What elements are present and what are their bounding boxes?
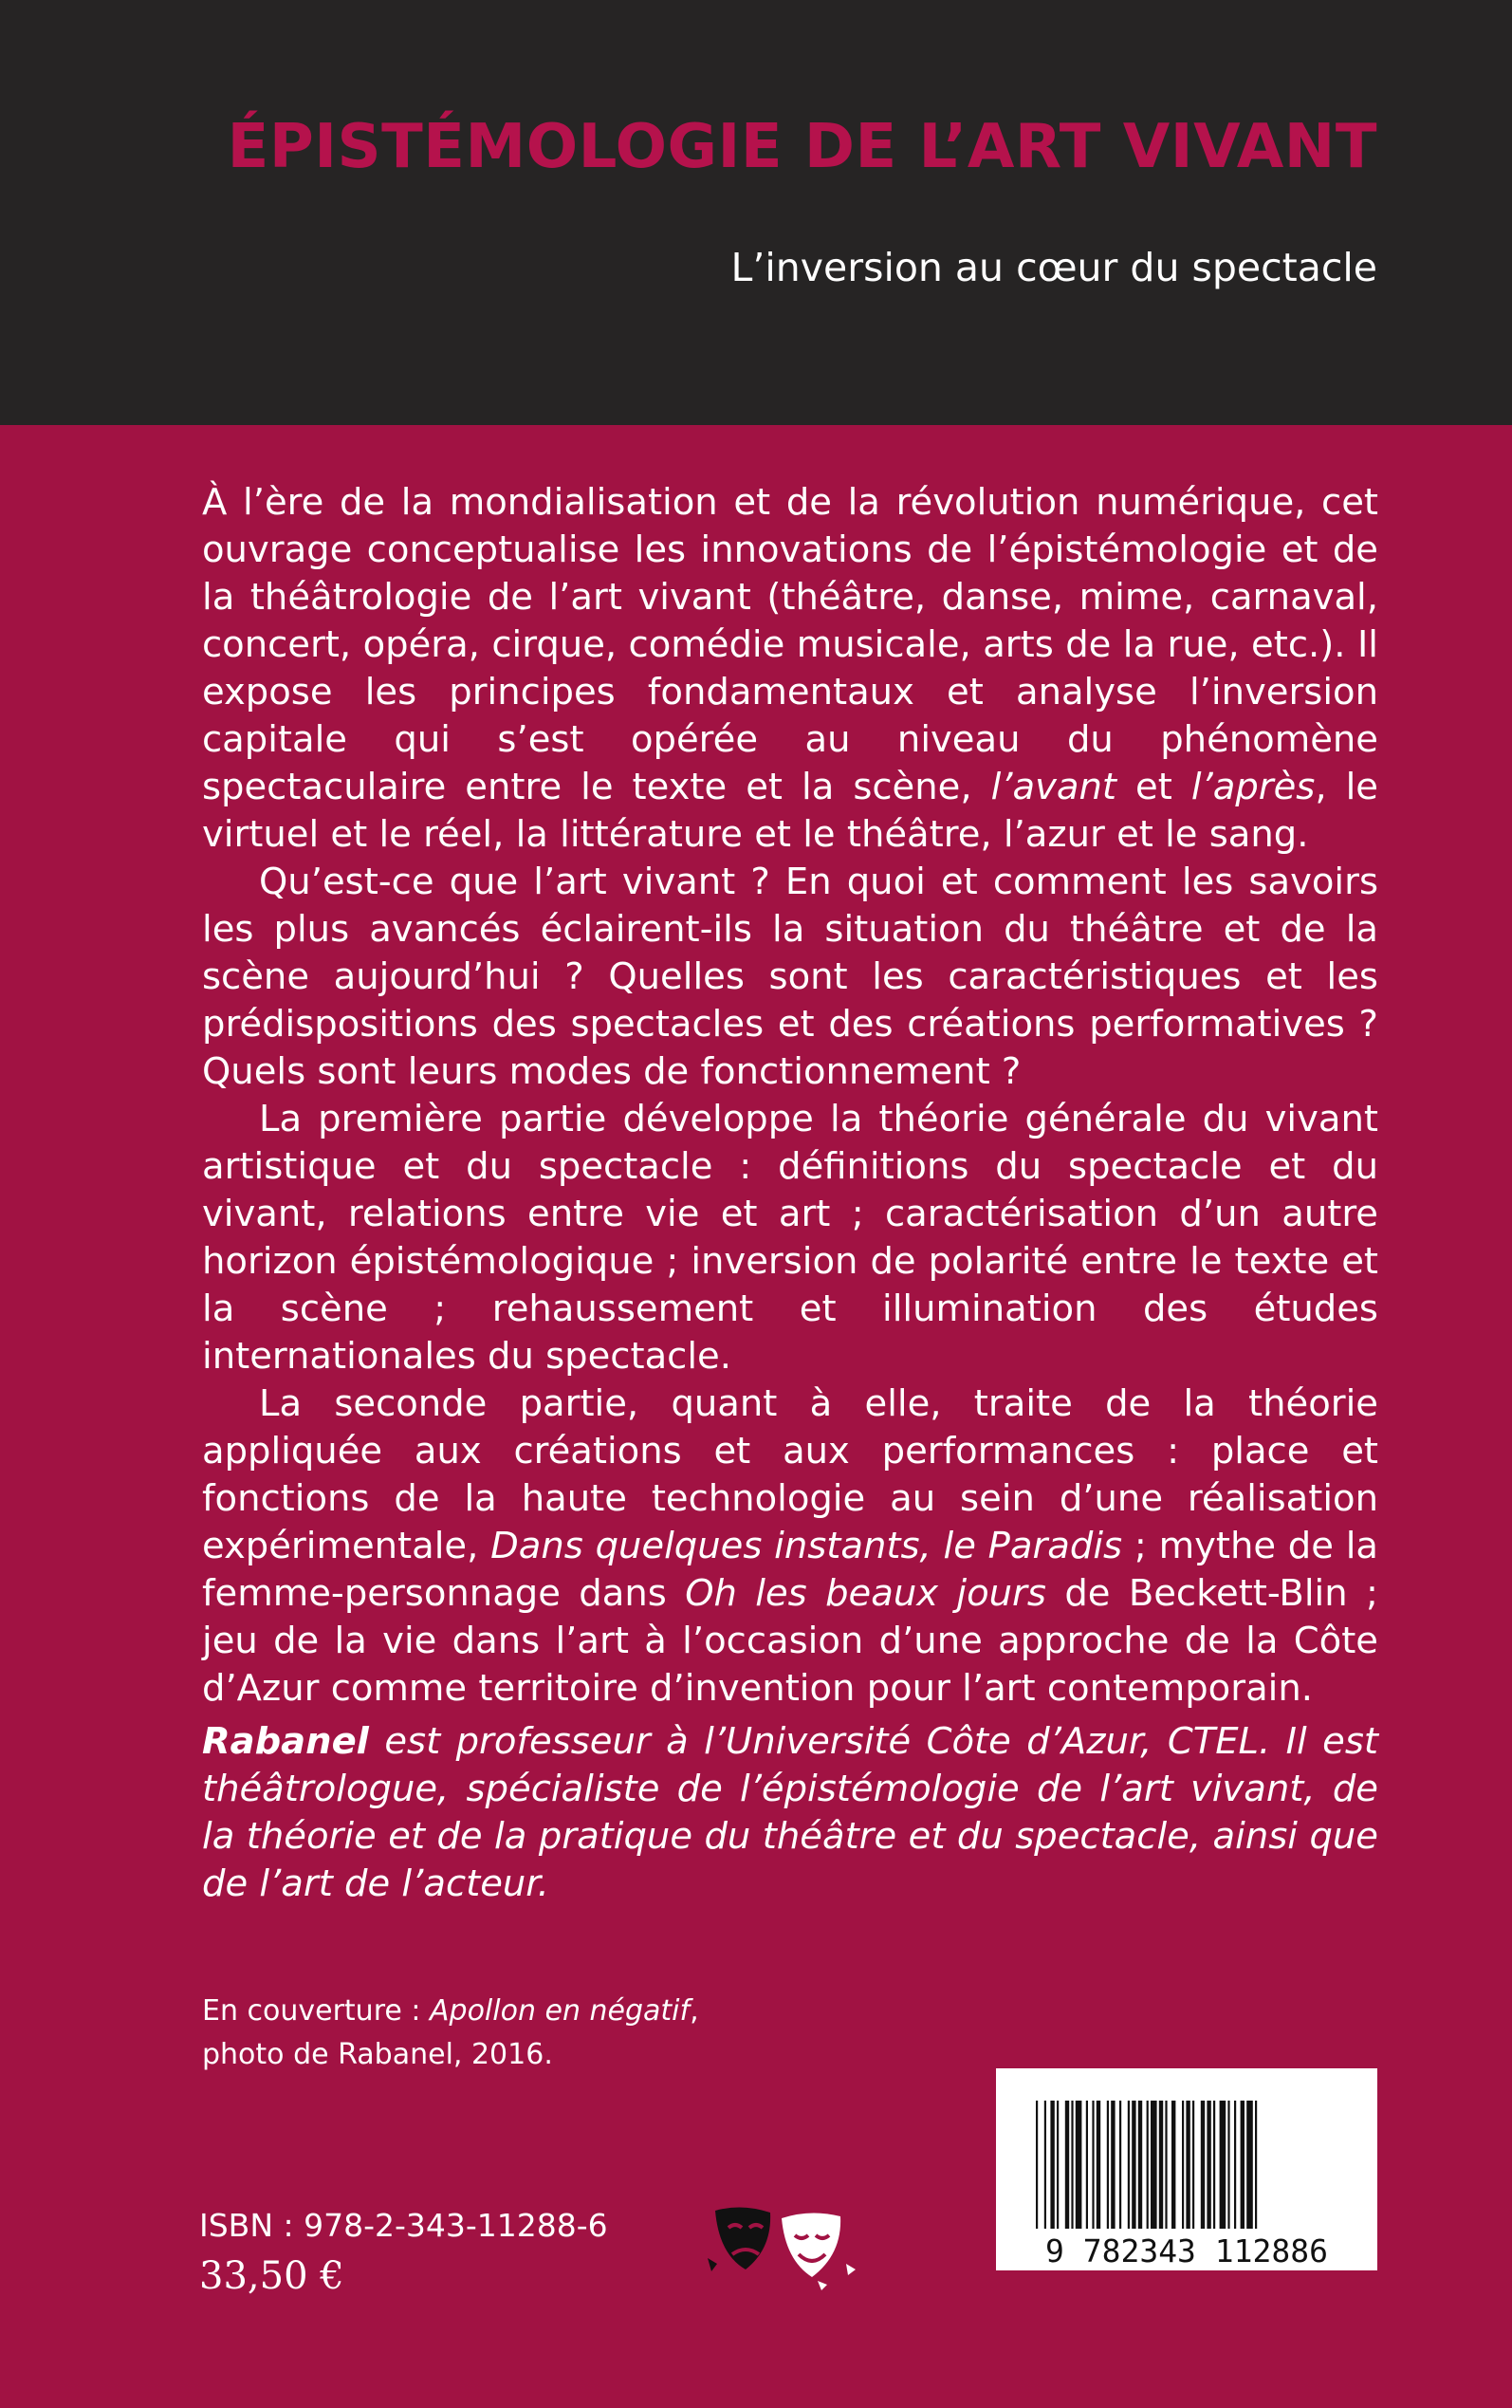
price: 33,50 €: [199, 2254, 344, 2298]
cover-credit: En couverture : Apollon en négatif, photo de Rabanel, 2016.: [202, 1994, 699, 2071]
barcode: [996, 2068, 1377, 2270]
author-bio: Rabanel est professeur à l’Université Côte d’Azur, CTEL. Il est théâtrologue, spécialiste de l’épistémologie de l’art vivant, de la théorie et de la pratique du théâtre et du spectacle, ainsi que de l’art de l’acteur.: [202, 1720, 1378, 1905]
barcode-bars: [996, 2068, 1377, 2270]
synopsis-paragraph-3: La première partie développe la théorie générale du vivant artistique et du spectacle : définitions du spectacle et du vivant, relations entre vie et art ; caractérisation d’un autre horizon épistémologique ; inversion de polarité entre le texte et la scène ; rehaussement et illumination des études internationales du spectacle.: [202, 1098, 1378, 1378]
synopsis-paragraph-4: La seconde partie, quant à elle, traite de la théorie appliquée aux créations et aux performances : place et fonctions de la haute technologie au sein d’une réalisation expérimentale, Dans quelques instants, le Paradis ; mythe de la femme-personnage dans Oh les beaux jours de Beckett-Blin ; jeu de la vie dans l’art à l’occasion d’une approche de la Côte d’Azur comme territoire d’invention pour l’art contemporain.: [202, 1382, 1378, 1710]
book-subtitle: L’inversion au cœur du spectacle: [730, 245, 1377, 290]
author-name: Rabanel: [202, 1720, 369, 1763]
synopsis-paragraph-2: Qu’est-ce que l’art vivant ? En quoi et comment les savoirs les plus avancés éclairent-ils la situation du théâtre et de la scène aujourd’hui ? Quelles sont les caractéristiques et les prédispositions des spectacles et des créations performatives ? Quels sont leurs modes de fonctionnement ?: [202, 861, 1378, 1093]
header-band: [0, 0, 1512, 425]
theatre-masks-icon: [704, 2201, 857, 2292]
book-title: ÉPISTÉMOLOGIE DE L’ART VIVANT: [227, 112, 1377, 182]
synopsis-paragraph-1: À l’ère de la mondialisation et de la révolution numérique, cet ouvrage conceptualise les innovations de l’épistémologie et de la théâtrologie de l’art vivant (théâtre, danse, mime, carnaval, concert, opéra, cirque, comédie musicale, arts de la rue, etc.). Il expose les principes fondamentaux et analyse l’inversion capitale qui s’est opérée au niveau du phénomène spectaculaire entre le texte et la scène, l’avant et l’après, le virtuel et le réel, la littérature et le théâtre, l’azur et le sang.: [202, 481, 1378, 856]
isbn: ISBN : 978-2-343-11288-6: [199, 2207, 608, 2244]
barcode-digits: 9 782343 112886: [1044, 2232, 1329, 2269]
synopsis: [202, 479, 1378, 1713]
